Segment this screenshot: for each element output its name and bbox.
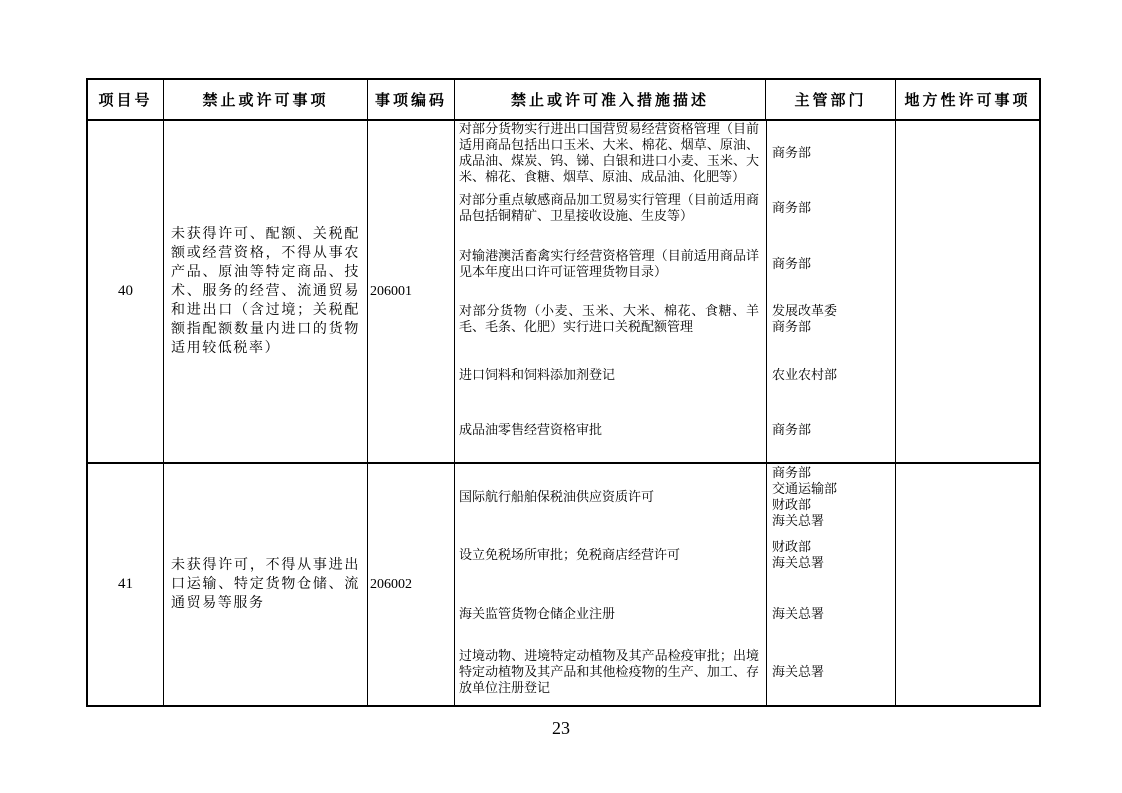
- measure-description: 成品油零售经营资格审批: [459, 422, 603, 438]
- department-name: 商务部: [772, 144, 812, 160]
- column-header-matter: 禁止或许可事项: [163, 80, 367, 119]
- department-name: 海关总署: [772, 513, 825, 529]
- department-name: 海关总署: [772, 555, 825, 571]
- department-cell: [766, 181, 895, 237]
- table-body: [88, 121, 1039, 705]
- measure-description: 设立免税场所审批；免税商店经营许可: [459, 547, 681, 563]
- department-cell: [766, 465, 895, 529]
- local-permit-cell: [895, 464, 1039, 705]
- measure-row: [455, 585, 895, 643]
- code-cell: 206002: [367, 464, 454, 705]
- department-name: 财政部: [772, 539, 812, 555]
- measure-description: 进口饲料和饲料添加剂登记: [459, 366, 616, 382]
- matter-cell: 未获得许可、配额、关税配额或经营资格，不得从事农产品、原油等特定商品、技术、服务的经营、流通贸易和进出口（含过境；关税配额指配额数量内进口的货物适用较低税率）: [163, 121, 367, 462]
- department-cell: [766, 125, 895, 181]
- column-header-department: 主管部门: [765, 80, 895, 119]
- department-name: 发展改革委: [772, 303, 838, 319]
- department-cell: [766, 403, 895, 459]
- measure-row: [455, 236, 895, 292]
- local-permit-cell: [895, 121, 1039, 462]
- department-cell: [766, 526, 895, 584]
- department-cell: [766, 585, 895, 643]
- column-header-local-permit: 地方性许可事项: [895, 80, 1039, 119]
- column-header-code: 事项编码: [367, 80, 454, 119]
- table-header-row: [88, 80, 1039, 121]
- measure-row: [455, 120, 895, 184]
- table-row: [88, 121, 1039, 462]
- measure-description: 对部分重点敏感商品加工贸易实行管理（目前适用商品包括铜精矿、卫星接收设施、生皮等）: [459, 192, 759, 224]
- measure-row: [455, 181, 895, 237]
- department-name: 商务部: [772, 465, 812, 481]
- measure-description: 对输港澳活畜禽实行经营资格管理（目前适用商品详见本年度出口许可证管理货物目录）: [459, 247, 759, 279]
- department-name: 农业农村部: [772, 366, 838, 382]
- department-cell: [766, 292, 895, 348]
- department-name: 商务部: [772, 200, 812, 216]
- column-header-measure-description: 禁止或许可准入措施描述: [454, 80, 765, 119]
- item-no-cell: 41: [118, 576, 133, 592]
- code-cell: 206001: [367, 121, 454, 462]
- measure-description: 海关监管货物仓储企业注册: [459, 605, 616, 621]
- measures: [454, 464, 895, 705]
- department-name: 交通运输部: [772, 481, 838, 497]
- department-cell: [766, 643, 895, 701]
- measure-description: 国际航行船舶保税油供应资质许可: [459, 489, 655, 505]
- measure-description: 对部分货物（小麦、玉米、大米、棉花、食糖、羊毛、毛条、化肥）实行进口关税配额管理: [459, 303, 759, 335]
- department-name: 商务部: [772, 255, 812, 271]
- market-access-table: [86, 78, 1041, 707]
- measure-row: [455, 403, 895, 459]
- department-name: 财政部: [772, 497, 812, 513]
- table-row: [88, 462, 1039, 705]
- measure-description: 对部分货物实行进出口国营贸易经营资格管理（目前适用商品包括出口玉米、大米、棉花、烟草、原油、成品油、煤炭、钨、锑、白银和进口小麦、玉米、大米、棉花、食糖、烟草、原油、成品油、化肥等）: [459, 120, 759, 184]
- department-name: 商务部: [772, 422, 812, 438]
- column-header-item-no: 项目号: [98, 93, 153, 109]
- measure-row: [455, 292, 895, 348]
- measure-description: 过境动物、进境特定动植物及其产品检疫审批；出境特定动植物及其产品和其他检疫物的生产、加工、存放单位注册登记: [459, 647, 759, 695]
- department-name: 海关总署: [772, 605, 825, 621]
- measures: [454, 121, 895, 462]
- measure-row: [455, 347, 895, 403]
- measure-row: [455, 526, 895, 584]
- department-cell: [766, 236, 895, 292]
- measure-row: [455, 465, 895, 529]
- department-cell: [766, 347, 895, 403]
- department-name: 商务部: [772, 319, 812, 335]
- page-number: 23: [552, 718, 570, 738]
- item-no-cell: 40: [118, 283, 133, 299]
- measure-row: [455, 643, 895, 701]
- department-name: 海关总署: [772, 663, 825, 679]
- matter-cell: 未获得许可，不得从事进出口运输、特定货物仓储、流通贸易等服务: [163, 464, 367, 705]
